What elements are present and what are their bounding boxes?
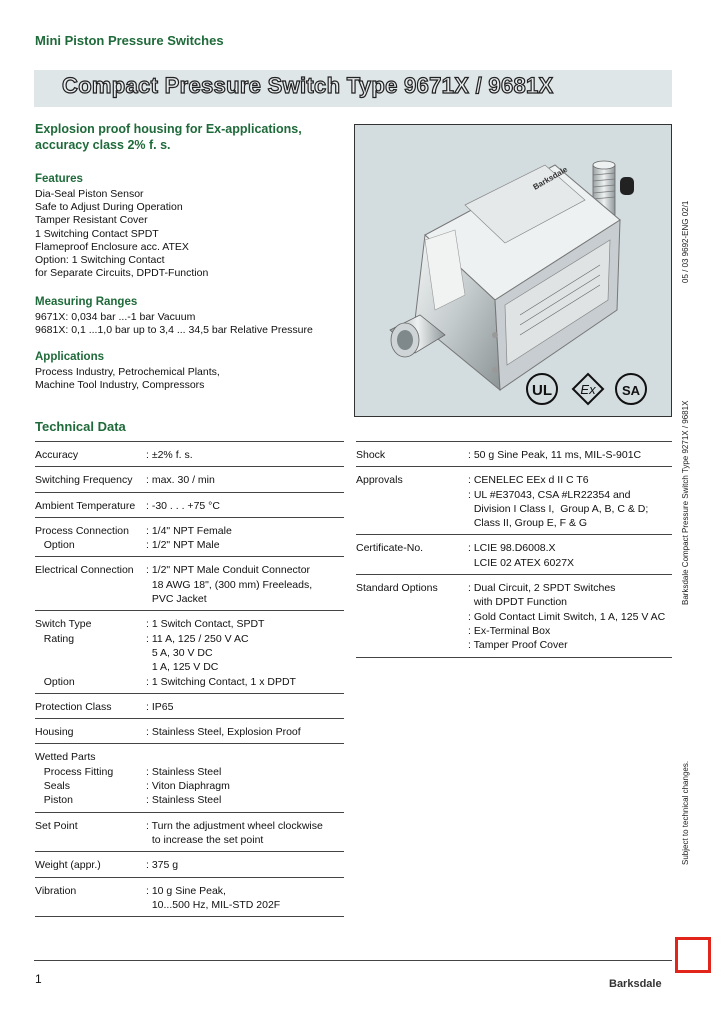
row-value: PVC Jacket	[146, 593, 207, 606]
footer-rule	[34, 960, 672, 961]
row-label: Rating	[35, 632, 75, 645]
measuring-ranges-list	[35, 311, 313, 337]
page-number: 1	[35, 972, 42, 986]
row-value: : 1 Switching Contact, 1 x DPDT	[146, 675, 296, 688]
features-list	[35, 188, 208, 280]
row-value: LCIE 02 ATEX 6027X	[468, 556, 575, 569]
row-value: : Gold Contact Limit Switch, 1 A, 125 V AC	[468, 610, 666, 623]
list-line: 9671X: 0,034 bar ...-1 bar Vacuum	[35, 311, 196, 323]
row-label	[356, 624, 468, 638]
row-value: Division I Class I, Group A, B, C & D;	[468, 502, 649, 515]
row-label: Shock	[356, 449, 386, 461]
features-heading: Features	[35, 173, 83, 185]
row-label	[356, 638, 468, 652]
row-value: : Stainless Steel	[146, 794, 222, 807]
row-label: Weight (appr.)	[35, 859, 101, 872]
row-value: : 11 A, 125 / 250 V AC	[146, 632, 249, 645]
list-line: 9681X: 0,1 ...1,0 bar up to 3,4 ... 34,5 bar Relative Pressure	[35, 324, 313, 337]
row-value: : Stainless Steel	[146, 765, 222, 778]
technical-data-right-table	[356, 441, 672, 658]
title-band	[34, 70, 672, 107]
list-line: Flameproof Enclosure acc. ATEX	[35, 240, 189, 253]
row-value: : max. 30 / min	[146, 474, 215, 487]
table-row	[35, 743, 344, 811]
row-value: 1 A, 125 V DC	[146, 661, 219, 674]
row-value: : Dual Circuit, 2 SPDT Switches	[468, 582, 616, 595]
row-value: 5 A, 30 V DC	[146, 646, 213, 659]
row-label	[356, 502, 468, 516]
row-label	[35, 833, 146, 847]
row-label: Option	[35, 539, 75, 552]
list-line: Dia-Seal Piston Sensor	[35, 188, 144, 200]
row-label	[356, 610, 468, 624]
row-value: : 375 g	[146, 859, 179, 872]
row-label: Switching Frequency	[35, 474, 133, 487]
table-row	[356, 441, 672, 466]
row-label	[356, 556, 468, 570]
photo-brand-label: Barksdale	[531, 164, 570, 192]
row-label: Ambient Temperature	[35, 499, 136, 512]
row-value: with DPDT Function	[468, 596, 568, 609]
row-label: Certificate-No.	[356, 542, 424, 555]
row-label	[35, 646, 146, 660]
row-value: : 50 g Sine Peak, 11 ms, MIL-S-901C	[468, 449, 642, 461]
row-label: Wetted Parts	[35, 751, 96, 764]
side-notice: Subject to technical changes.	[681, 760, 690, 865]
row-value: : Tamper Proof Cover	[468, 639, 568, 652]
row-value: : 1/2" NPT Male	[146, 539, 220, 552]
row-value: : -30 . . . +75 °C	[146, 499, 220, 512]
row-label: Accuracy	[35, 449, 79, 461]
row-label: Switch Type	[35, 618, 92, 631]
row-value: 18 AWG 18", (300 mm) Freeleads,	[146, 578, 313, 591]
row-label	[356, 595, 468, 609]
row-label: Option	[35, 675, 75, 688]
table-end-rule	[35, 916, 344, 917]
row-value: 10...500 Hz, MIL-STD 202F	[146, 898, 281, 911]
table-row	[356, 574, 672, 656]
list-line: Option: 1 Switching Contact	[35, 254, 165, 267]
row-value: Class II, Group E, F & G	[468, 517, 588, 530]
row-label: Process Fitting	[35, 765, 114, 778]
row-value: : UL #E37043, CSA #LR22354 and	[468, 488, 631, 501]
row-label	[35, 578, 146, 592]
row-label: Electrical Connection	[35, 564, 134, 577]
table-row	[35, 466, 344, 491]
row-label: Standard Options	[356, 582, 438, 595]
applications-list	[35, 366, 220, 392]
table-end-rule	[356, 657, 672, 658]
table-row	[35, 492, 344, 517]
row-value: : Viton Diaphragm	[146, 780, 230, 793]
table-row	[35, 441, 344, 466]
product-photo	[354, 124, 672, 417]
list-line: Machine Tool Industry, Compressors	[35, 379, 205, 392]
header-title: Mini Piston Pressure Switches	[35, 33, 224, 48]
row-value: : 1/4" NPT Female	[146, 524, 232, 537]
main-title: Compact Pressure Switch Type 9671X / 9681X	[62, 73, 554, 98]
row-value: : ±2% f. s.	[146, 449, 193, 461]
list-line: Tamper Resistant Cover	[35, 214, 148, 227]
row-value: : Stainless Steel, Explosion Proof	[146, 726, 301, 739]
row-value: : LCIE 98.D6008.X	[468, 542, 556, 555]
pressure-switch-illustration	[355, 125, 672, 417]
side-doc-code: 05 / 03 9692-ENG 02/1	[681, 200, 690, 283]
technical-data-left-table	[35, 441, 344, 917]
row-label	[356, 488, 468, 502]
row-label	[35, 592, 146, 606]
table-row	[35, 718, 344, 743]
row-value: : CENELEC EEx d II C T6	[468, 474, 589, 487]
list-line: Safe to Adjust During Operation	[35, 201, 183, 214]
row-label: Housing	[35, 726, 74, 739]
table-row	[35, 851, 344, 876]
row-value: to increase the set point	[146, 833, 264, 846]
svg-text:SA: SA	[621, 383, 641, 398]
row-label	[356, 516, 468, 530]
row-label: Vibration	[35, 884, 77, 897]
row-value: : 1 Switch Contact, SPDT	[146, 618, 265, 631]
row-label: Seals	[35, 780, 71, 793]
list-line: for Separate Circuits, DPDT-Function	[35, 267, 209, 280]
svg-text:UL: UL	[532, 382, 552, 399]
row-value: : 1/2" NPT Male Conduit Connector	[146, 564, 311, 577]
row-value: : Turn the adjustment wheel clockwise	[146, 819, 323, 832]
list-line: 1 Switching Contact SPDT	[35, 227, 159, 240]
row-label: Protection Class	[35, 700, 112, 713]
subtitle: Explosion proof housing for Ex-applications, accuracy class 2% f. s.	[35, 122, 302, 152]
side-doc-name: Barksdale Compact Pressure Switch Type 9271X / 9681X	[681, 400, 690, 605]
row-value: : IP65	[146, 700, 174, 713]
technical-data-heading: Technical Data	[35, 419, 126, 434]
corner-marker	[675, 937, 711, 973]
table-row	[35, 556, 344, 610]
row-label: Set Point	[35, 819, 78, 832]
brand-logo: Barksdale	[609, 978, 662, 990]
table-row	[356, 534, 672, 574]
row-label	[35, 898, 146, 912]
list-line: Process Industry, Petrochemical Plants,	[35, 366, 220, 378]
table-row	[35, 517, 344, 557]
table-row	[35, 610, 344, 692]
table-row	[35, 693, 344, 718]
row-value: : 10 g Sine Peak,	[146, 884, 226, 897]
table-row	[356, 466, 672, 534]
svg-text:Ex: Ex	[580, 382, 596, 397]
row-label: Approvals	[356, 474, 403, 487]
row-value: : Ex-Terminal Box	[468, 624, 551, 637]
measuring-ranges-heading: Measuring Ranges	[35, 296, 138, 308]
applications-heading: Applications	[35, 351, 105, 363]
row-label	[35, 660, 146, 674]
row-label: Process Connection	[35, 524, 129, 537]
table-row	[35, 812, 344, 852]
row-label: Piston	[35, 794, 73, 807]
table-row	[35, 877, 344, 917]
